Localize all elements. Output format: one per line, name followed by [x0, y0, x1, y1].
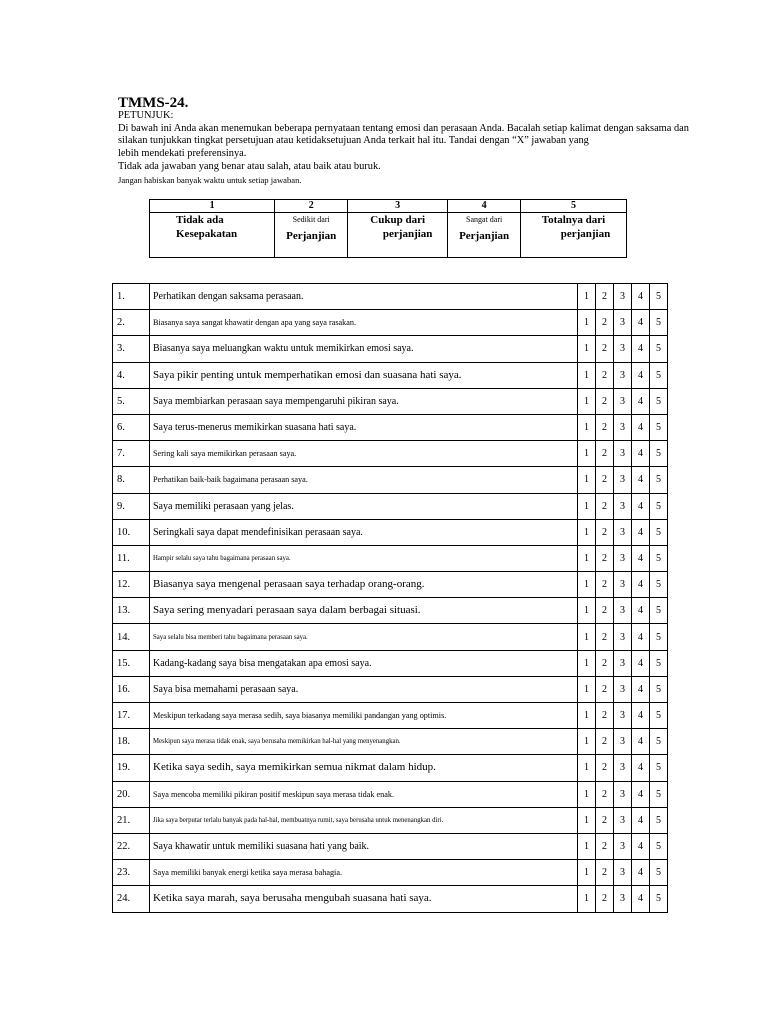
rating-option-4[interactable]: 4: [632, 624, 650, 650]
instructions: [118, 110, 708, 186]
item-statement: Saya terus-menerus memikirkan suasana hati saya.: [150, 414, 578, 440]
scale-label-line1: Sedikit dari: [292, 215, 330, 224]
questionnaire-row: [113, 833, 668, 859]
item-statement: Saya khawatir untuk memiliki suasana hati yang baik.: [150, 833, 578, 859]
rating-option-4[interactable]: 4: [632, 519, 650, 545]
questionnaire-row: [113, 545, 668, 571]
item-statement: Perhatikan baik-baik bagaimana perasaan saya.: [150, 467, 578, 493]
rating-option-3[interactable]: 3: [614, 598, 632, 624]
item-number: 10.: [113, 519, 150, 545]
rating-option-1[interactable]: 1: [578, 598, 596, 624]
rating-option-4[interactable]: 4: [632, 833, 650, 859]
rating-option-1[interactable]: 1: [578, 467, 596, 493]
item-statement: Perhatikan dengan saksama perasaan.: [150, 284, 578, 310]
item-number: 15.: [113, 650, 150, 676]
rating-option-5[interactable]: 5: [650, 729, 668, 755]
rating-option-1[interactable]: 1: [578, 519, 596, 545]
scale-label-line2: Perjanjian: [459, 230, 510, 242]
scale-number: 2: [275, 200, 348, 213]
rating-option-1[interactable]: 1: [578, 676, 596, 702]
rating-option-3[interactable]: 3: [614, 781, 632, 807]
instruction-line: lebih mendekati preferensinya.: [118, 148, 247, 160]
rating-option-1[interactable]: 1: [578, 336, 596, 362]
rating-option-2[interactable]: 2: [596, 703, 614, 729]
item-statement: Ketika saya marah, saya berusaha mengubah suasana hati saya.: [150, 886, 578, 912]
item-number: 8.: [113, 467, 150, 493]
rating-option-2[interactable]: 2: [596, 729, 614, 755]
rating-option-1[interactable]: 1: [578, 545, 596, 571]
item-number: 13.: [113, 598, 150, 624]
rating-option-4[interactable]: 4: [632, 388, 650, 414]
item-statement: Saya memiliki perasaan yang jelas.: [150, 493, 578, 519]
rating-option-2[interactable]: 2: [596, 624, 614, 650]
rating-option-4[interactable]: 4: [632, 598, 650, 624]
rating-option-5[interactable]: 5: [650, 284, 668, 310]
rating-option-5[interactable]: 5: [650, 441, 668, 467]
rating-option-1[interactable]: 1: [578, 441, 596, 467]
item-statement: Biasanya saya sangat khawatir dengan apa yang saya rasakan.: [150, 310, 578, 336]
questionnaire-row: [113, 572, 668, 598]
item-statement: Saya bisa memahami perasaan saya.: [150, 676, 578, 702]
item-number: 2.: [113, 310, 150, 336]
item-statement: Saya memiliki banyak energi ketika saya merasa bahagia.: [150, 860, 578, 886]
rating-option-2[interactable]: 2: [596, 414, 614, 440]
rating-option-3[interactable]: 3: [614, 729, 632, 755]
rating-option-2[interactable]: 2: [596, 310, 614, 336]
questionnaire-row: [113, 807, 668, 833]
scale-label-line2: Kesepakatan: [176, 228, 238, 240]
questionnaire-row: [113, 598, 668, 624]
rating-option-1[interactable]: 1: [578, 572, 596, 598]
rating-option-4[interactable]: 4: [632, 336, 650, 362]
item-number: 9.: [113, 493, 150, 519]
rating-option-1[interactable]: 1: [578, 388, 596, 414]
rating-option-5[interactable]: 5: [650, 467, 668, 493]
item-number: 19.: [113, 755, 150, 781]
rating-option-3[interactable]: 3: [614, 650, 632, 676]
questionnaire-row: [113, 676, 668, 702]
rating-option-4[interactable]: 4: [632, 284, 650, 310]
rating-option-5[interactable]: 5: [650, 755, 668, 781]
item-number: 16.: [113, 676, 150, 702]
rating-option-5[interactable]: 5: [650, 676, 668, 702]
rating-scale-table: [149, 199, 627, 258]
questionnaire-row: [113, 310, 668, 336]
rating-option-2[interactable]: 2: [596, 388, 614, 414]
questionnaire-table: [112, 283, 668, 913]
rating-option-5[interactable]: 5: [650, 362, 668, 388]
rating-option-4[interactable]: 4: [632, 441, 650, 467]
instructions-heading: PETUNJUK:: [118, 110, 174, 121]
item-statement: Hampir selalu saya tahu bagaimana perasaan saya.: [150, 545, 578, 571]
rating-option-2[interactable]: 2: [596, 441, 614, 467]
rating-option-3[interactable]: 3: [614, 441, 632, 467]
rating-option-4[interactable]: 4: [632, 493, 650, 519]
scale-label-line2: perjanjian: [560, 228, 611, 240]
instruction-line: Tidak ada jawaban yang benar atau salah, atau baik atau buruk.: [118, 160, 381, 172]
item-statement: Jika saya berputar terlalu banyak pada hal-hal, membuatnya rumit, saya berusaha untuk menenangkan diri.: [150, 807, 578, 833]
rating-option-1[interactable]: 1: [578, 650, 596, 676]
item-statement: Ketika saya sedih, saya memikirkan semua nikmat dalam hidup.: [150, 755, 578, 781]
item-number: 24.: [113, 886, 150, 912]
rating-option-4[interactable]: 4: [632, 729, 650, 755]
rating-option-2[interactable]: 2: [596, 650, 614, 676]
rating-option-2[interactable]: 2: [596, 886, 614, 912]
questionnaire-row: [113, 388, 668, 414]
questionnaire-row: [113, 624, 668, 650]
rating-option-1[interactable]: 1: [578, 493, 596, 519]
rating-option-2[interactable]: 2: [596, 833, 614, 859]
rating-option-4[interactable]: 4: [632, 703, 650, 729]
rating-option-4[interactable]: 4: [632, 467, 650, 493]
scale-label-line1: Totalnya dari: [541, 214, 606, 226]
item-number: 1.: [113, 284, 150, 310]
questionnaire-row: [113, 860, 668, 886]
rating-option-5[interactable]: 5: [650, 598, 668, 624]
item-statement: Biasanya saya meluangkan waktu untuk memikirkan emosi saya.: [150, 336, 578, 362]
scale-label-line2: Perjanjian: [286, 230, 337, 242]
rating-option-4[interactable]: 4: [632, 310, 650, 336]
rating-option-4[interactable]: 4: [632, 572, 650, 598]
rating-option-3[interactable]: 3: [614, 310, 632, 336]
scale-number: 4: [448, 200, 521, 213]
rating-option-3[interactable]: 3: [614, 676, 632, 702]
rating-option-4[interactable]: 4: [632, 807, 650, 833]
item-number: 11.: [113, 545, 150, 571]
rating-option-5[interactable]: 5: [650, 781, 668, 807]
rating-option-1[interactable]: 1: [578, 624, 596, 650]
item-statement: Biasanya saya mengenal perasaan saya terhadap orang-orang.: [150, 572, 578, 598]
item-statement: Saya sering menyadari perasaan saya dalam berbagai situasi.: [150, 598, 578, 624]
rating-option-1[interactable]: 1: [578, 310, 596, 336]
questionnaire-row: [113, 362, 668, 388]
item-number: 23.: [113, 860, 150, 886]
rating-option-2[interactable]: 2: [596, 336, 614, 362]
scale-label: [150, 213, 275, 258]
page-title: TMMS-24.: [118, 95, 189, 111]
rating-option-1[interactable]: 1: [578, 807, 596, 833]
rating-option-4[interactable]: 4: [632, 781, 650, 807]
questionnaire-row: [113, 781, 668, 807]
scale-label: [448, 213, 521, 258]
rating-option-5[interactable]: 5: [650, 572, 668, 598]
rating-option-3[interactable]: 3: [614, 624, 632, 650]
scale-label: [520, 213, 626, 258]
rating-option-2[interactable]: 2: [596, 676, 614, 702]
item-number: 4.: [113, 362, 150, 388]
rating-option-2[interactable]: 2: [596, 493, 614, 519]
rating-option-2[interactable]: 2: [596, 598, 614, 624]
item-number: 7.: [113, 441, 150, 467]
scale-label-line1: Tidak ada: [176, 214, 224, 226]
rating-option-2[interactable]: 2: [596, 781, 614, 807]
rating-option-3[interactable]: 3: [614, 284, 632, 310]
rating-option-2[interactable]: 2: [596, 519, 614, 545]
item-number: 22.: [113, 833, 150, 859]
item-statement: Saya mencoba memiliki pikiran positif meskipun saya merasa tidak enak.: [150, 781, 578, 807]
item-statement: Meskipun saya merasa tidak enak, saya berusaha memikirkan hal-hal yang menyenangkan.: [150, 729, 578, 755]
scale-label-line1: Cukup dari: [370, 214, 426, 226]
rating-option-2[interactable]: 2: [596, 467, 614, 493]
rating-option-4[interactable]: 4: [632, 755, 650, 781]
questionnaire-row: [113, 703, 668, 729]
rating-option-3[interactable]: 3: [614, 703, 632, 729]
rating-option-3[interactable]: 3: [614, 519, 632, 545]
questionnaire-row: [113, 414, 668, 440]
questionnaire-row: [113, 729, 668, 755]
rating-option-5[interactable]: 5: [650, 336, 668, 362]
questionnaire-row: [113, 519, 668, 545]
rating-option-2[interactable]: 2: [596, 284, 614, 310]
rating-option-5[interactable]: 5: [650, 545, 668, 571]
rating-option-4[interactable]: 4: [632, 676, 650, 702]
rating-option-2[interactable]: 2: [596, 755, 614, 781]
item-number: 17.: [113, 703, 150, 729]
item-number: 14.: [113, 624, 150, 650]
rating-option-2[interactable]: 2: [596, 807, 614, 833]
rating-option-3[interactable]: 3: [614, 572, 632, 598]
item-number: 21.: [113, 807, 150, 833]
item-statement: Saya selalu bisa memberi tahu bagaimana perasaan saya.: [150, 624, 578, 650]
questionnaire-row: [113, 886, 668, 912]
rating-option-4[interactable]: 4: [632, 414, 650, 440]
rating-option-5[interactable]: 5: [650, 493, 668, 519]
rating-option-3[interactable]: 3: [614, 467, 632, 493]
rating-option-1[interactable]: 1: [578, 781, 596, 807]
item-number: 12.: [113, 572, 150, 598]
rating-option-1[interactable]: 1: [578, 729, 596, 755]
rating-option-3[interactable]: 3: [614, 833, 632, 859]
questionnaire-row: [113, 441, 668, 467]
questionnaire-row: [113, 467, 668, 493]
scale-label-line1: Sangat dari: [466, 215, 503, 224]
questionnaire-row: [113, 336, 668, 362]
rating-option-1[interactable]: 1: [578, 833, 596, 859]
rating-option-4[interactable]: 4: [632, 362, 650, 388]
rating-option-5[interactable]: 5: [650, 833, 668, 859]
rating-option-5[interactable]: 5: [650, 414, 668, 440]
item-statement: Saya membiarkan perasaan saya mempengaruhi pikiran saya.: [150, 388, 578, 414]
rating-option-3[interactable]: 3: [614, 755, 632, 781]
instruction-line: Di bawah ini Anda akan menemukan beberapa pernyataan tentang emosi dan perasaan Anda. Bacalah setiap kalimat dengan saksama dan: [118, 122, 689, 134]
instruction-note: Jangan habiskan banyak waktu untuk setiap jawaban.: [118, 174, 302, 185]
rating-option-1[interactable]: 1: [578, 362, 596, 388]
rating-option-2[interactable]: 2: [596, 572, 614, 598]
rating-option-4[interactable]: 4: [632, 650, 650, 676]
rating-option-5[interactable]: 5: [650, 388, 668, 414]
rating-option-2[interactable]: 2: [596, 545, 614, 571]
questionnaire-row: [113, 755, 668, 781]
instruction-line: silakan tunjukkan tingkat persetujuan atau ketidaksetujuan Anda terkait hal itu. Tandai dengan “X” jawaban yang: [118, 135, 589, 147]
item-statement: Sering kali saya memikirkan perasaan saya.: [150, 441, 578, 467]
rating-option-3[interactable]: 3: [614, 493, 632, 519]
scale-number: 1: [150, 200, 275, 213]
rating-option-3[interactable]: 3: [614, 886, 632, 912]
rating-option-3[interactable]: 3: [614, 336, 632, 362]
rating-option-5[interactable]: 5: [650, 703, 668, 729]
rating-option-3[interactable]: 3: [614, 414, 632, 440]
rating-option-5[interactable]: 5: [650, 310, 668, 336]
item-statement: Saya pikir penting untuk memperhatikan emosi dan suasana hati saya.: [150, 362, 578, 388]
questionnaire-row: [113, 284, 668, 310]
rating-option-3[interactable]: 3: [614, 545, 632, 571]
item-statement: Meskipun terkadang saya merasa sedih, saya biasanya memiliki pandangan yang optimis.: [150, 703, 578, 729]
item-number: 6.: [113, 414, 150, 440]
rating-option-1[interactable]: 1: [578, 886, 596, 912]
rating-option-3[interactable]: 3: [614, 388, 632, 414]
scale-label: [348, 213, 448, 258]
scale-number: 3: [348, 200, 448, 213]
item-statement: Kadang-kadang saya bisa mengatakan apa emosi saya.: [150, 650, 578, 676]
rating-option-5[interactable]: 5: [650, 650, 668, 676]
scale-label-line2: perjanjian: [382, 228, 433, 240]
rating-option-4[interactable]: 4: [632, 886, 650, 912]
rating-option-1[interactable]: 1: [578, 755, 596, 781]
rating-option-2[interactable]: 2: [596, 362, 614, 388]
rating-option-5[interactable]: 5: [650, 860, 668, 886]
rating-option-4[interactable]: 4: [632, 860, 650, 886]
item-statement: Seringkali saya dapat mendefinisikan perasaan saya.: [150, 519, 578, 545]
scale-number: 5: [520, 200, 626, 213]
rating-option-3[interactable]: 3: [614, 807, 632, 833]
item-number: 5.: [113, 388, 150, 414]
rating-option-5[interactable]: 5: [650, 519, 668, 545]
rating-option-5[interactable]: 5: [650, 807, 668, 833]
item-number: 20.: [113, 781, 150, 807]
rating-option-2[interactable]: 2: [596, 860, 614, 886]
rating-option-5[interactable]: 5: [650, 886, 668, 912]
rating-option-3[interactable]: 3: [614, 362, 632, 388]
rating-option-1[interactable]: 1: [578, 284, 596, 310]
questionnaire-row: [113, 493, 668, 519]
rating-option-5[interactable]: 5: [650, 624, 668, 650]
rating-option-4[interactable]: 4: [632, 545, 650, 571]
questionnaire-row: [113, 650, 668, 676]
rating-option-3[interactable]: 3: [614, 860, 632, 886]
rating-option-1[interactable]: 1: [578, 860, 596, 886]
rating-option-1[interactable]: 1: [578, 703, 596, 729]
scale-label: [275, 213, 348, 258]
item-number: 18.: [113, 729, 150, 755]
item-number: 3.: [113, 336, 150, 362]
rating-option-1[interactable]: 1: [578, 414, 596, 440]
